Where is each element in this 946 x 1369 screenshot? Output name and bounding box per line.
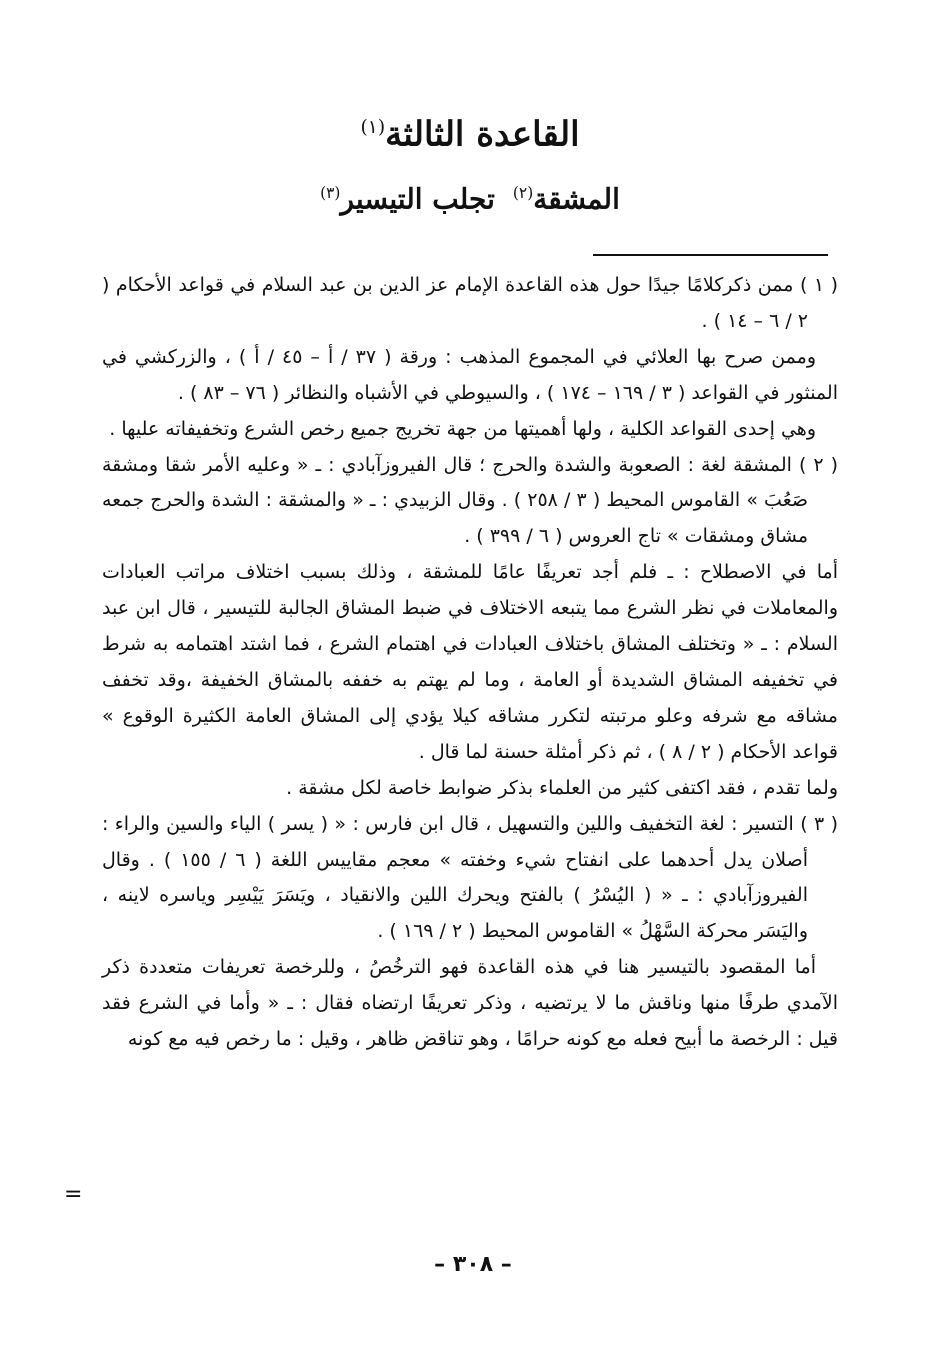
footnote-1-para-2: وممن صرح بها العلائي في المجموع المذهب : ورقة ( ٣٧ / أ – ٤٥ / أ ) ، والزركشي في المنثور في القواعد ( ٣ / ١٦٩ – ١٧٤ ) ، والسيوطي في الأشباه والنظائر ( ٧٦ – ٨٣ ) . [102, 345, 838, 404]
footnote-3-para-2: أما المقصود بالتيسير هنا في هذه القاعدة فهو الترخُصُ ، وللرخصة تعريفات متعددة ذكر الآمدي طرفًا منها وناقش ما لا يرتضيه ، وذكر تعريفًا ارتضاه فقال : ـ « وأما في الشرع فقد قيل : الرخصة ما أبيح فعله مع كونه حرامًا ، وهو تناقض ظاهر ، وقيل : ما رخص فيه مع كونه [102, 956, 838, 1051]
footnote-3-text-1: التسير : لغة التخفيف واللين والتسهيل ، قال ابن فارس : « ( يسر ) الياء والسين والراء : أصلان يدل أحدهما على انفتاح شيء وخفته » معجم مقاييس اللغة ( ٦ / ١٥٥ ) . وقال الفيروزآبادي : ـ « ( اليُسْرُ ) بالفتح ويحرك اللين والانقياد ، ويَسَرَ يَيْسِر وياسره لاينه ، واليَسَر محركة السَّهْلُ » القاموس المحيط ( ٢ / ١٦٩ ) . [102, 812, 808, 943]
footnote-1-text-1: ممن ذكركلامًا جيدًا حول هذه القاعدة الإمام عز الدين بن عبد السلام في قواعد الأحكام ( ٢ / ٦ – ١٤ ) . [102, 274, 808, 332]
footnote-separator [593, 254, 828, 256]
footnote-1-para-1 [102, 268, 838, 340]
footnote-3-para-1 [102, 807, 838, 951]
footnote-1-marker: ( ١ ) [799, 274, 838, 296]
footnote-2-marker: ( ٢ ) [798, 453, 839, 476]
rule-subtitle [100, 168, 840, 224]
title-footnote-ref: (١) [360, 117, 386, 138]
footnote-2-para-1 [102, 448, 838, 556]
rule-title [100, 98, 840, 164]
footnote-3-marker: ( ٣ ) [800, 812, 839, 835]
footnotes-section [102, 268, 838, 1058]
footnote-1-para-3: وهي إحدى القواعد الكلية ، ولها أهميتها من جهة تخريج جميع رخص الشرع وتخفيفاته عليها . [109, 417, 816, 440]
footnote-2-para-3: ولما تقدم ، فقد اكتفى كثير من العلماء بذكر ضوابط خاصة لكل مشقة . [286, 776, 838, 799]
subtitle-footnote-ref-1: (٢) [512, 184, 534, 202]
subtitle-word-ease: تجلب التيسير [340, 182, 495, 216]
footnote-2-para-2: أما في الاصطلاح : ـ فلم أجد تعريفًا عامًا للمشقة ، وذلك بسبب اختلاف مراتب العبادات والمعاملات في نظر الشرع مما يتبعه الاختلاف في ضبط المشاق الجالبة للتيسير ، قال ابن عبد السلام : ـ « وتختلف المشاق باختلاف العبادات في اهتمام الشرع ، فما اشتد اهتمامه به شرط في تخفيفه المشاق الشديدة أو العامة ، وما لم يهتم به خففه بالمشاق الخفيفة ،وقد تخفف مشاقه مع شرفه وعلو مرتبته لتكرر مشاقه كيلا يؤدي إلى المشاق العامة الكثيرة الوقوع » قواعد الأحكام ( ٢ / ٨ ) ، ثم ذكر أمثلة حسنة لما قال . [102, 561, 838, 763]
footnote-2-text-1: المشقة لغة : الصعوبة والشدة والحرج ؛ قال الفيروزآبادي : ـ « وعليه الأمر شقا ومشقة صَعُبَ » القاموس المحيط ( ٣ / ٢٥٨ ) . وقال الزبيدي : ـ « والمشقة : الشدة والحرج جمعه مشاق ومشقات » تاج العروس ( ٦ / ٣٩٩ ) . [102, 453, 809, 548]
rule-title-text: القاعدة الثالثة [385, 114, 580, 155]
continuation-mark: = [64, 1182, 83, 1207]
subtitle-word-hardship: المشقة [533, 182, 620, 216]
page-number: – ٣٠٨ – [434, 1252, 512, 1277]
subtitle-footnote-ref-2: (٣) [320, 184, 341, 202]
